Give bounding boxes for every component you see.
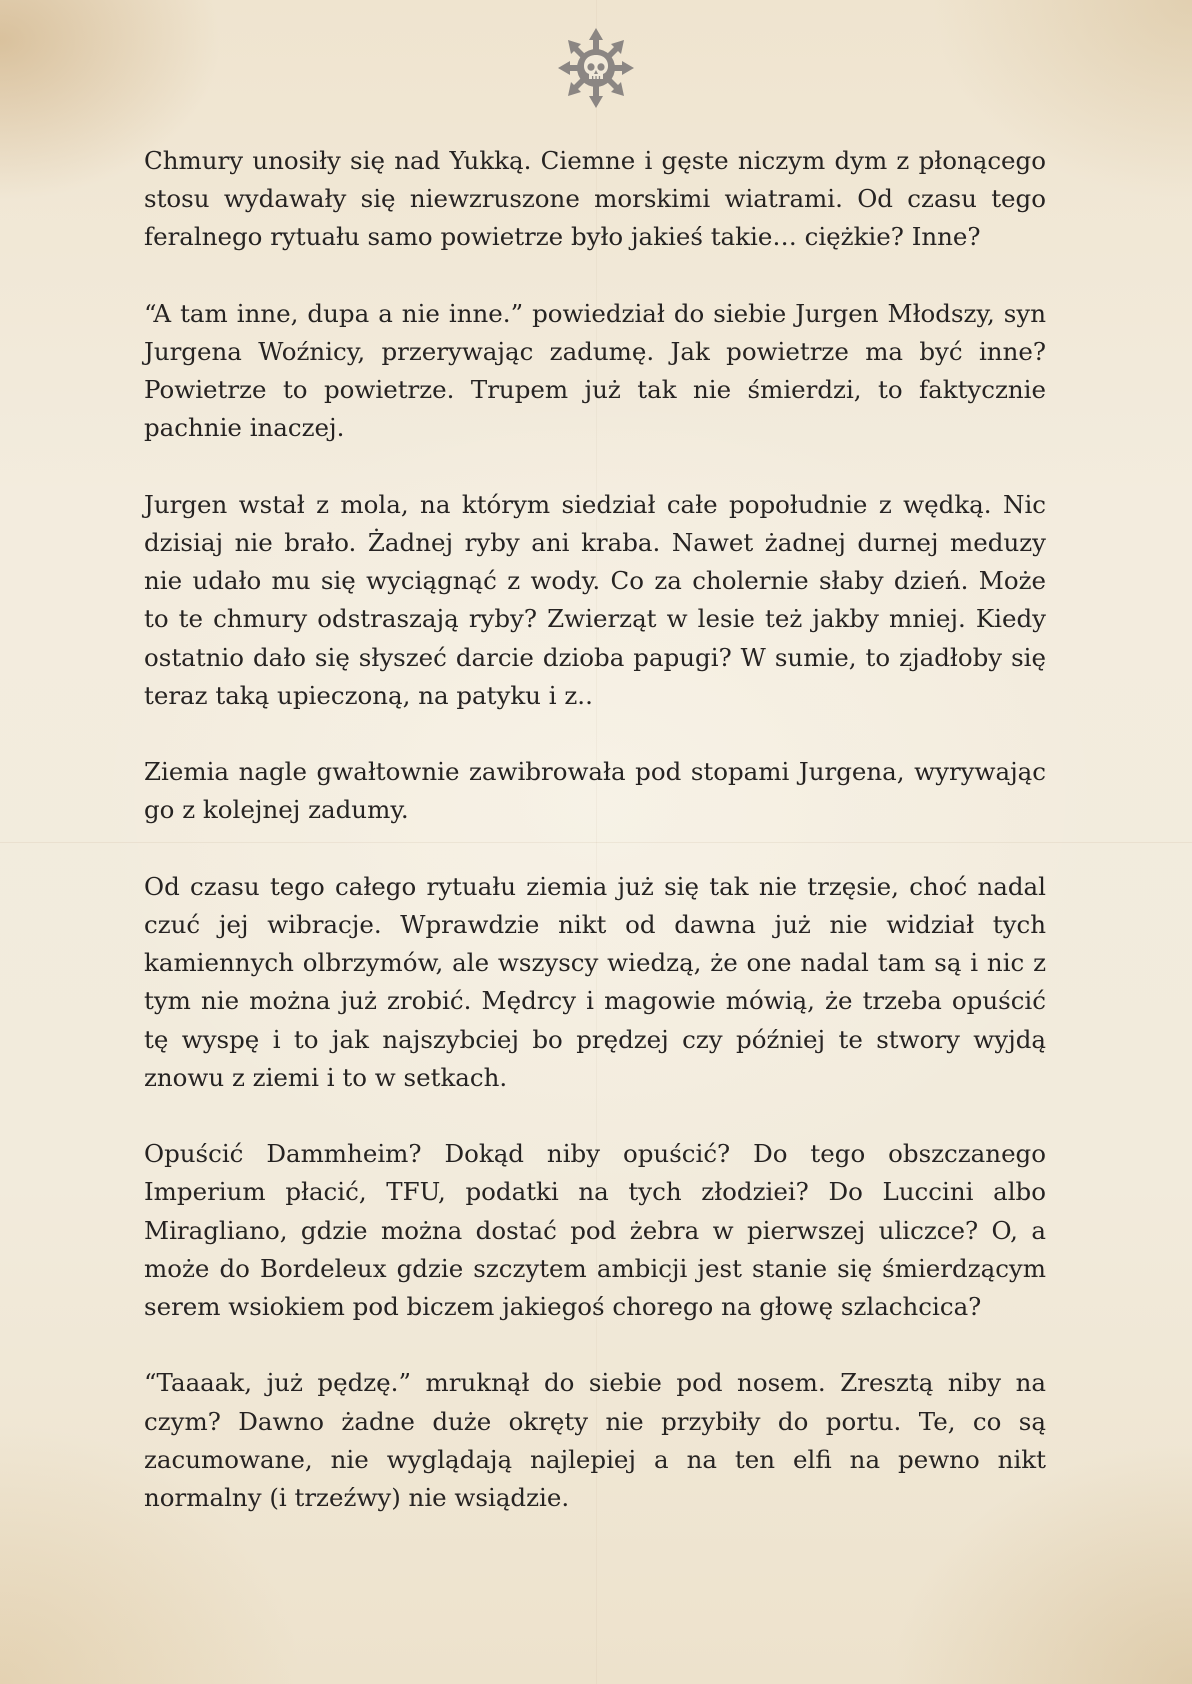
paragraph: Opuścić Dammheim? Dokąd niby opuścić? Do tego obszczanego Imperium płacić, TFU, podatki na tych złodziei? Do Luccini albo Miragliano, gdzie można dostać pod żebra w pierwszej uliczce? O, a może do Bordeleux gdzie szczytem ambicji jest stanie się śmierdzącym serem wsiokiem pod biczem jakiegoś chorego na głowę szlachcica?	[144, 1139, 1046, 1322]
skull-chaos-star-icon	[556, 26, 636, 110]
story-text	[144, 142, 1046, 1555]
paragraph: Jurgen wstał z mola, na którym siedział całe popołudnie z wędką. Nic dzisiaj nie brało. Żadnej ryby ani kraba. Nawet żadnej durnej meduzy nie udało mu się wyciągnąć z wody. Co za cholernie słaby dzień. Może to te chmury odstraszają ryby? Zwierząt w lesie też jakby mniej. Kiedy ostatnio dało się słyszeć darcie dzioba papugi? W sumie, to zjadłoby się teraz taką upieczoną, na patyku i z..	[144, 489, 1046, 710]
paragraph: Chmury unosiły się nad Yukką. Ciemne i gęste niczym dym z płonącego stosu wydawały się niewzruszone morskimi wiatrami. Od czasu tego feralnego rytuału samo powietrze było jakieś takie… ciężkie? Inne?	[144, 146, 1046, 252]
paragraph: “A tam inne, dupa a nie inne.” powiedział do siebie Jurgen Młodszy, syn Jurgena Woźnicy, przerywając zadumę. Jak powietrze ma być inne? Powietrze to powietrze. Trupem już tak nie śmierdzi, to faktycznie pachnie inaczej.	[144, 298, 1046, 443]
paragraph: Ziemia nagle gwałtownie zawibrowała pod stopami Jurgena, wyrywając go z kolejnej zadumy.	[144, 757, 1046, 825]
paragraph: Od czasu tego całego rytuału ziemia już się tak nie trzęsie, choć nadal czuć jej wibracje. Wprawdzie nikt od dawna już nie widział tych kamiennych olbrzymów, ale wszyscy wiedzą, że one nadal tam są i nic z tym nie można już zrobić. Mędrcy i magowie mówią, że trzeba opuścić tę wyspę i to jak najszybciej bo prędzej czy później te stwory wyjdą znowu z ziemi i to w setkach.	[144, 871, 1046, 1092]
paragraph: “Taaaak, już pędzę.” mruknął do siebie pod nosem. Zresztą niby na czym? Dawno żadne duże okręty nie przybiły do portu. Te, co są zacumowane, nie wyglądają najlepiej a na ten elfi na pewno nikt normalny (i trzeźwy) nie wsiądzie.	[144, 1368, 1046, 1513]
